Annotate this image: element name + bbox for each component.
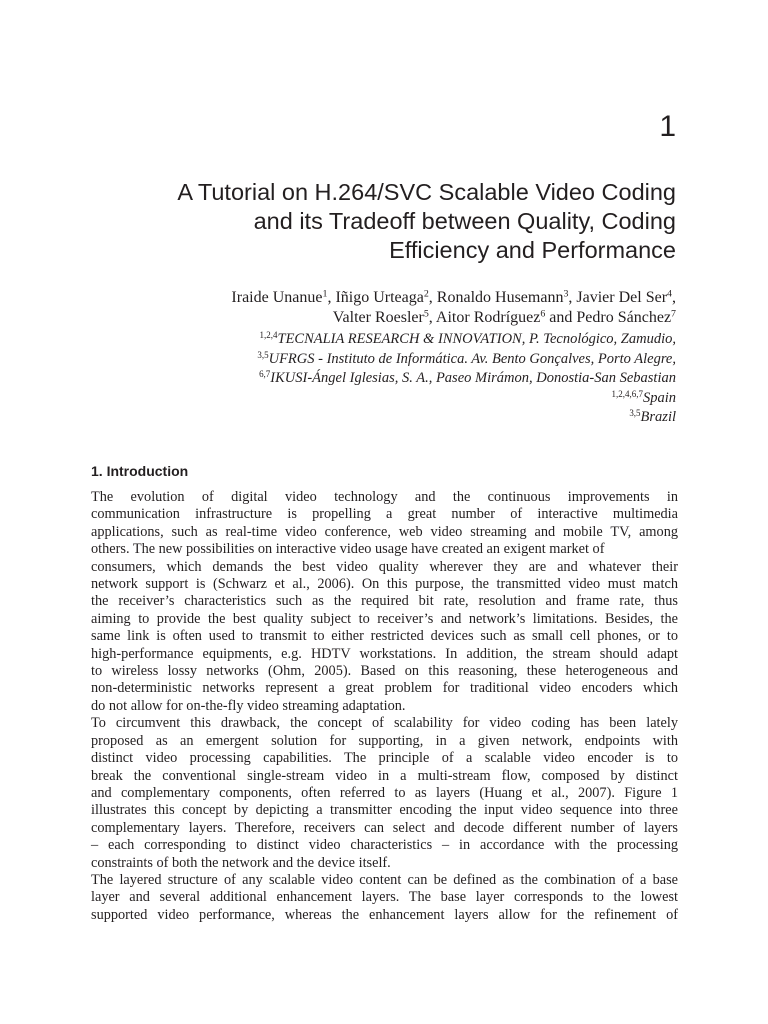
author-name: Javier Del Ser [576, 289, 668, 306]
author-sep: and [545, 309, 577, 326]
affil-mark: 1,2,4 [259, 330, 278, 341]
author-sep: , [428, 309, 436, 326]
section-heading: 1. Introduction [91, 463, 189, 479]
text-line: The evolution of digital video technology and the continuous improvements in [91, 489, 678, 505]
text-line: complementary layers. Therefore, receivers can select and decode different number of layers [91, 819, 678, 836]
text-line: To circumvent this drawback, the concept of scalability for video coding has been lately [91, 715, 678, 732]
author-name: Iñigo Urteaga [335, 289, 424, 306]
text-line: network support is (Schwarz et al., 2006). On this purpose, the transmitted video must match [91, 576, 678, 593]
affiliation-line [56, 369, 676, 389]
text-line: layer and several additional enhancement layers. The base layer corresponds to the lowest [91, 889, 678, 906]
author-sep: , [327, 289, 336, 306]
affiliation-line [56, 389, 676, 409]
title-line: Efficiency and Performance [389, 237, 676, 263]
affiliation-list [56, 330, 676, 428]
text-line: non-deterministic networks represent a great problem for traditional video encoders which [91, 680, 678, 697]
text-line: do not allow for on-the-fly video streaming adaptation. [91, 697, 406, 714]
author-affil-mark: 3 [563, 288, 569, 300]
author-affil-mark: 6 [540, 308, 546, 320]
text-line: illustrates this concept by depicting a transmitter encoding the input video sequence into three [91, 802, 678, 819]
author-affil-mark: 1 [322, 288, 328, 300]
author-name: Ronaldo Husemann [436, 289, 564, 306]
text-line: break the conventional single-stream video in a multi-stream flow, composed by distinct [91, 767, 678, 784]
author-line-1 [56, 288, 676, 308]
affil-text: UFRGS - Instituto de Informática. Av. Bento Gonçalves, Porto Alegre, [268, 350, 676, 367]
author-sep: , [428, 289, 437, 306]
affiliation-line [56, 350, 676, 370]
text-line: aiming to provide the best quality subject to receiver’s and network’s limitations. Besides, the [91, 610, 678, 627]
author-affil-mark: 4 [667, 288, 672, 300]
author-list [56, 288, 676, 328]
body-text [91, 489, 678, 924]
text-line: and complementary components, often referred to as layers (Huang et al., 2007). Figure 1 [91, 784, 678, 801]
title-line: A Tutorial on H.264/SVC Scalable Video Coding [177, 179, 676, 205]
text-line: distinct video processing capabilities. The principle of a scalable video encoder is to [91, 750, 678, 767]
text-line: communication infrastructure is propelling a great number of interactive multimedia [91, 506, 678, 523]
text-line: proposed as an emergent solution for supporting, in a given network, endpoints with [91, 732, 678, 749]
author-affil-mark: 5 [423, 308, 429, 320]
author-sep: , [672, 289, 676, 306]
text-line: to wireless lossy networks (Ohm, 2005). Based on this reasoning, these heterogeneous and [91, 663, 678, 680]
affil-mark: 1,2,4,6,7 [611, 388, 643, 399]
affil-text: Spain [642, 389, 676, 406]
text-line: – each corresponding to distinct video characteristics – in accordance with the processing [91, 837, 678, 854]
text-line: supported video performance, whereas the enhancement layers allow for the refinement of [91, 906, 678, 923]
affiliation-line [56, 330, 676, 350]
title-line: and its Tradeoff between Quality, Coding [253, 208, 676, 234]
text-line: same link is often used to transmit to either restricted devices such as small cell phones, or to [91, 628, 678, 645]
paper-title [76, 178, 676, 265]
text-line: others. The new possibilities on interactive video usage have created an exigent market of [91, 541, 605, 558]
paragraph [91, 489, 678, 715]
text-line: the receiver’s characteristics such as the required bit rate, resolution and frame rate, thus [91, 593, 678, 610]
text-line: constraints of both the network and the device itself. [91, 854, 391, 871]
text-line: applications, such as real-time video conference, web video streaming and mobile TV, among [91, 523, 678, 540]
affil-mark: 6,7 [259, 369, 271, 380]
affil-mark: 3,5 [629, 408, 641, 419]
text-line: The layered structure of any scalable video content can be defined as the combination of a base [91, 871, 678, 888]
author-name: Iraide Unanue [231, 289, 323, 306]
author-affil-mark: 2 [423, 288, 429, 300]
author-sep: , [568, 289, 577, 306]
paragraph [91, 872, 678, 924]
author-line-2 [56, 308, 676, 328]
affil-text: Brazil [640, 409, 676, 425]
text-line: consumers, which demands the best video quality wherever they are and whatever their [91, 558, 678, 575]
affiliation-line [56, 408, 676, 428]
paragraph [91, 715, 678, 872]
chapter-number: 1 [659, 110, 676, 143]
affil-mark: 3,5 [257, 349, 269, 360]
author-name: Valter Roesler [332, 309, 424, 326]
author-name: Pedro Sánchez [576, 309, 672, 326]
affil-text: TECNALIA RESEARCH & INNOVATION, P. Tecnológico, Zamudio, [277, 331, 676, 347]
affil-text: IKUSI-Ángel Iglesias, S. A., Paseo Mirámon, Donostia-San Sebastian [270, 370, 676, 386]
text-line: high-performance equipments, e.g. HDTV workstations. In addition, the stream should adapt [91, 645, 678, 662]
author-affil-mark: 7 [671, 308, 676, 320]
author-name: Aitor Rodríguez [435, 309, 541, 326]
